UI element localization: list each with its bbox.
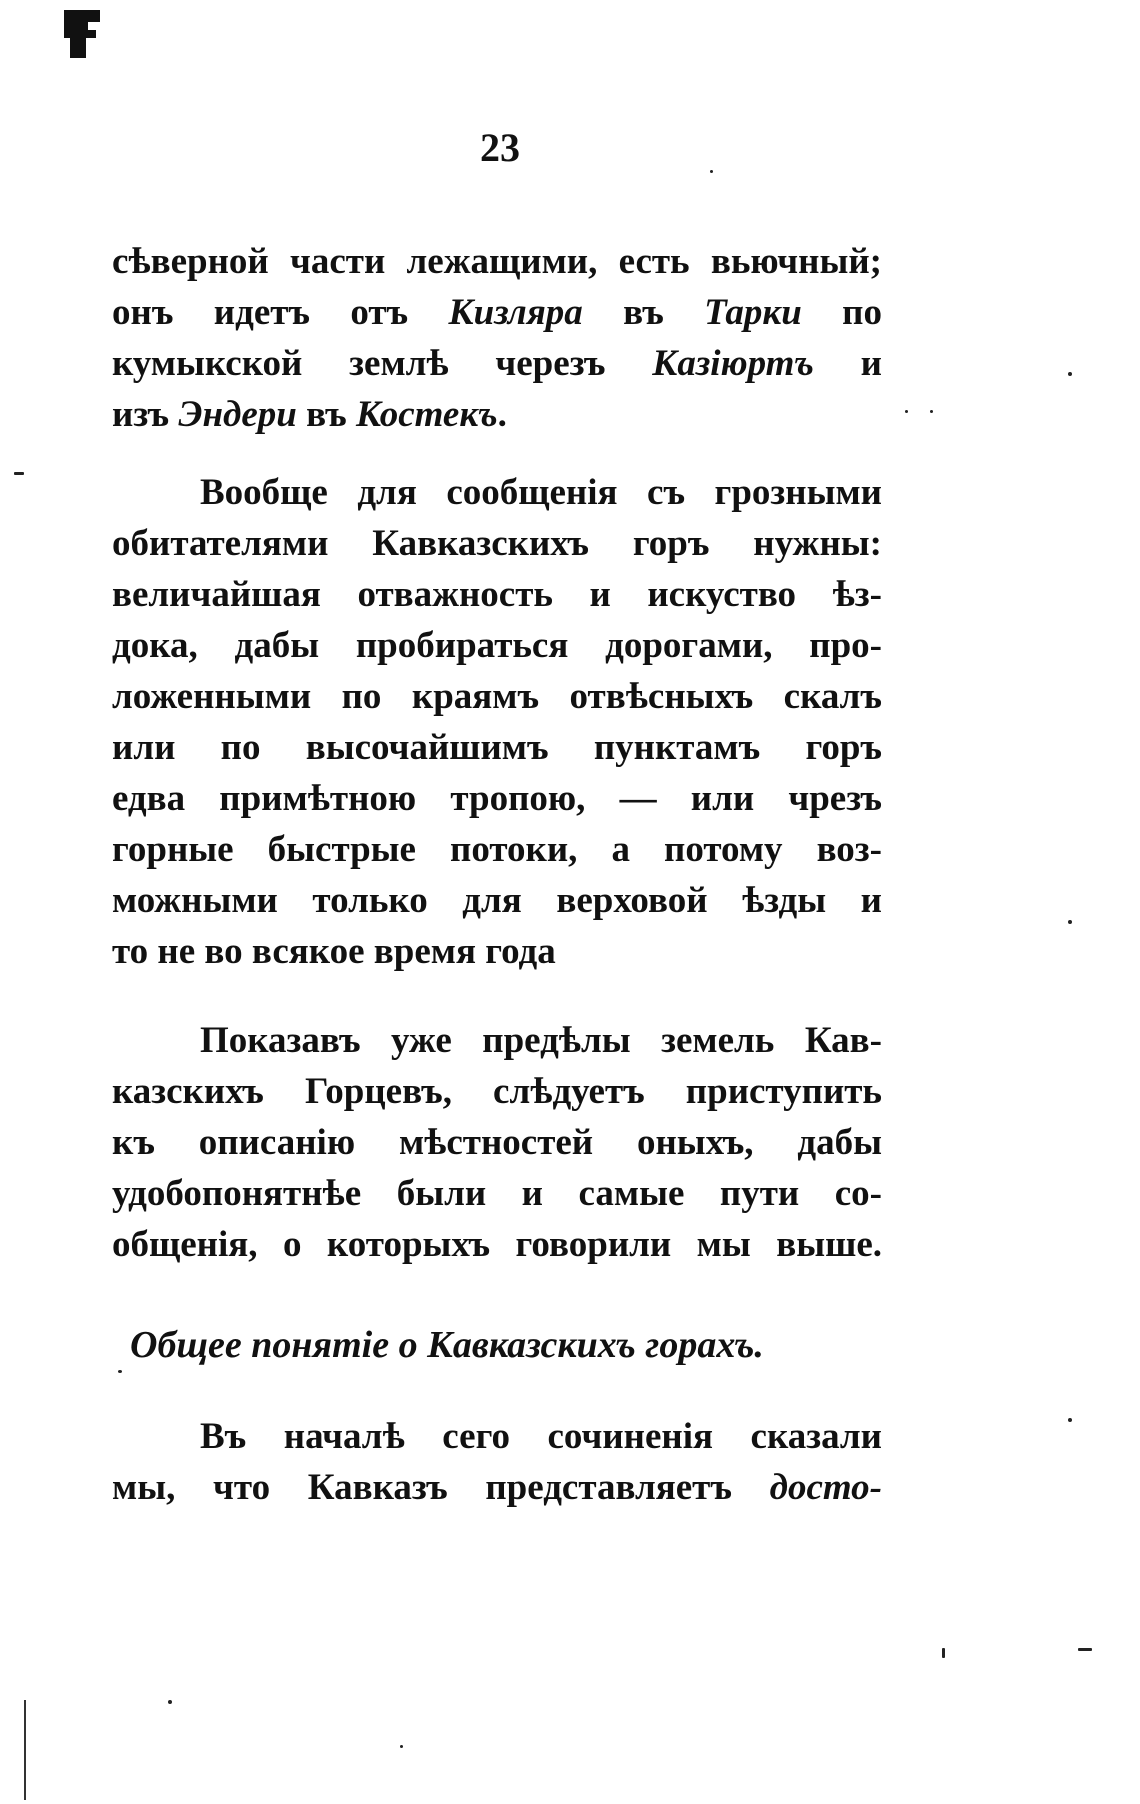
paragraph-3-line: общенія, о которыхъ говорили мы выше.: [112, 1224, 882, 1265]
paragraph-3-line: Показавъ уже предѣлы земель Кав-: [200, 1020, 882, 1061]
paragraph-1-line-3: [112, 338, 882, 389]
place-name-tarki: Тарки: [704, 292, 802, 333]
speck: [1068, 920, 1072, 924]
paragraph-3: [112, 1015, 882, 1270]
paragraph-2: [112, 467, 882, 977]
speck: [168, 1700, 172, 1704]
page-number: 23: [480, 125, 520, 170]
text-run: .: [497, 394, 507, 435]
paragraph-2-line: то не во всякое время года: [112, 931, 556, 972]
paragraph-2-line: величайшая отважность и искуство ѣз-: [112, 574, 882, 615]
paragraph-2-line: ложенными по краямъ отвѣсныхъ скалъ: [112, 676, 882, 717]
margin-line: [24, 1700, 26, 1800]
paragraph-1-line-4: [112, 389, 882, 440]
paragraph-1: [112, 236, 882, 440]
speck: [710, 170, 713, 173]
text-run: изъ: [112, 394, 179, 435]
text-run: въ: [296, 394, 357, 435]
speck: [118, 1370, 122, 1373]
paragraph-4-line-2: [112, 1462, 882, 1513]
italic-word: досто-: [769, 1467, 882, 1508]
paragraph-2-line: дока, дабы пробираться дорогами, про-: [112, 625, 882, 666]
paragraph-3-line: къ описанію мѣстностей оныхъ, дабы: [112, 1122, 882, 1163]
paragraph-1-line-2: [112, 287, 882, 338]
text-run: онъ идетъ отъ: [112, 292, 449, 333]
speck: [400, 1745, 403, 1748]
speck: [1068, 372, 1072, 376]
paragraph-3-line: казскихъ Горцевъ, слѣдуетъ приступить: [112, 1071, 882, 1112]
speck: [1068, 1418, 1072, 1422]
speck: [1078, 1648, 1092, 1651]
paragraph-3-line: удобопонятнѣе были и самые пути со-: [112, 1173, 882, 1214]
ink-blot-mark: [62, 8, 102, 60]
speck: [14, 472, 24, 475]
place-name-kostek: Костекъ: [356, 394, 498, 435]
place-name-kizlyar: Кизляра: [448, 292, 583, 333]
paragraph-2-line: Вообще для сообщенія съ грозными: [200, 472, 882, 513]
paragraph-2-line: едва примѣтною тропою, — или чрезъ: [112, 778, 882, 819]
place-name-enderi: Эндери: [178, 394, 297, 435]
text-run: и: [813, 343, 882, 384]
text-run: кумыкской землѣ черезъ: [112, 343, 653, 384]
text-run: мы, что Кавказъ представляетъ: [112, 1467, 770, 1508]
text-run: въ: [582, 292, 705, 333]
section-heading: Общее понятіе о Кавказскихъ горахъ.: [130, 1324, 764, 1366]
paragraph-2-line: можными только для верховой ѣзды и: [112, 880, 882, 921]
paragraph-2-line: обитателями Кавказскихъ горъ нужны:: [112, 523, 882, 564]
paragraph-4: [112, 1411, 882, 1513]
speck: [942, 1648, 945, 1658]
paragraph-1-line-1: сѣверной части лежащими, есть вьючный;: [112, 241, 882, 282]
paragraph-2-line: или по высочайшимъ пунктамъ горъ: [112, 727, 882, 768]
text-run: по: [801, 292, 882, 333]
paragraph-4-line-1: Въ началѣ сего сочиненія сказали: [200, 1416, 882, 1457]
place-name-kaziyurt: Казіюртъ: [652, 343, 814, 384]
speck: [930, 410, 933, 413]
speck: [905, 410, 908, 413]
paragraph-2-line: горные быстрые потоки, а потому воз-: [112, 829, 882, 870]
